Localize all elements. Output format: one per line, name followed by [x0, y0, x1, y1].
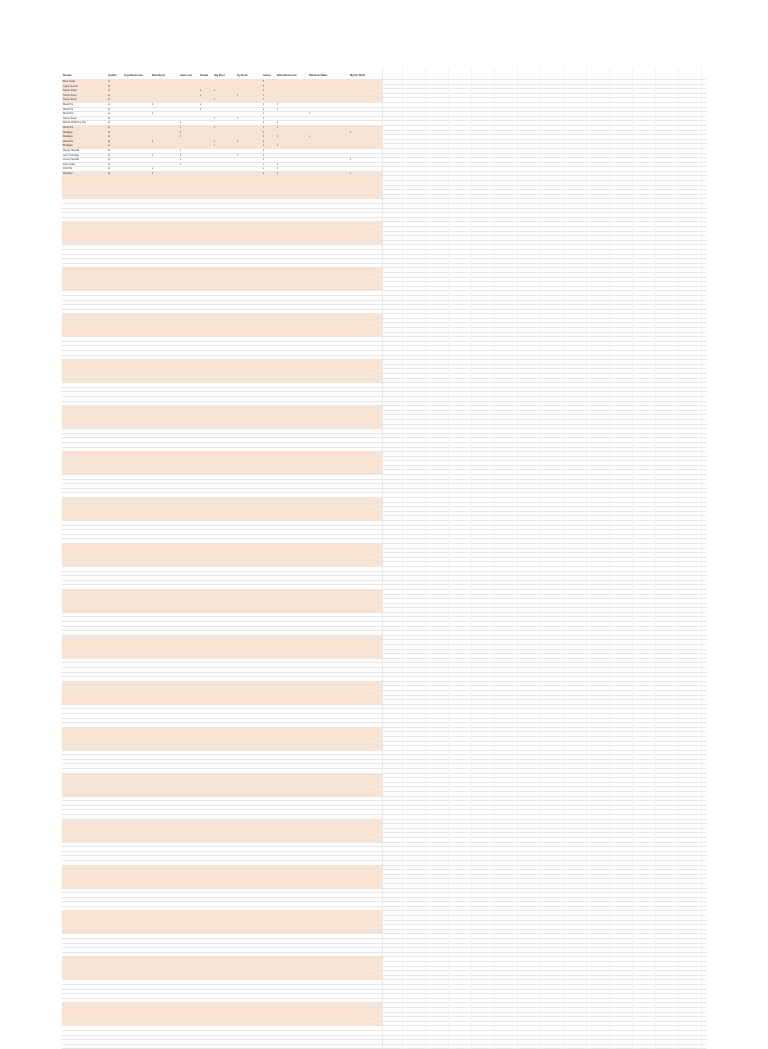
table-cell[interactable]: 1	[237, 93, 239, 97]
table-cell[interactable]: Fish Pie	[63, 167, 73, 171]
table-cell[interactable]: 2	[277, 162, 279, 166]
grid-line	[471, 68, 472, 1049]
grid-line	[494, 68, 495, 1049]
table-cell[interactable]: Hi	[108, 158, 111, 162]
table-cell[interactable]: 2	[263, 171, 265, 175]
table-cell[interactable]: 1	[277, 135, 279, 139]
column-header[interactable]: Rainbow Water	[309, 74, 328, 77]
table-cell[interactable]: Hi	[108, 135, 111, 139]
table-cell[interactable]: 2	[180, 121, 182, 125]
table-cell[interactable]: Stone Soup	[63, 89, 77, 93]
table-cell[interactable]: Hi	[108, 93, 111, 97]
table-cell[interactable]: 2	[237, 139, 239, 143]
table-cell[interactable]: 1	[263, 102, 265, 106]
column-header[interactable]: Flowel	[200, 74, 209, 77]
table-cell[interactable]: 1	[263, 135, 265, 139]
table-cell[interactable]: 1	[263, 130, 265, 134]
table-cell[interactable]: 2	[152, 112, 154, 116]
table-cell[interactable]: Stone Soup	[63, 116, 77, 120]
table-cell[interactable]: Hi	[108, 162, 111, 166]
grid-line	[655, 68, 656, 1049]
table-cell[interactable]: Meat Pie	[63, 102, 74, 106]
table-cell[interactable]: Stone Soup	[63, 93, 77, 97]
table-cell[interactable]: 1	[237, 153, 239, 157]
table-cell[interactable]: 3	[263, 158, 265, 162]
table-cell[interactable]: Hi	[108, 171, 111, 175]
table-cell[interactable]: 1	[263, 139, 265, 143]
table-cell[interactable]: 1	[152, 153, 154, 157]
table-cell[interactable]: 1	[350, 130, 352, 134]
table-cell[interactable]: 2	[214, 144, 216, 148]
table-cell[interactable]: 1	[152, 171, 154, 175]
column-header[interactable]: Blob Berry	[152, 74, 166, 77]
table-cell[interactable]: Mouth Watering Dip	[63, 121, 86, 125]
grid-line	[517, 68, 518, 1049]
table-cell[interactable]: Mudigen	[63, 130, 73, 134]
table-cell[interactable]: Meat Pie	[63, 107, 74, 111]
table-cell[interactable]: 3	[263, 98, 265, 102]
table-cell[interactable]: 1	[237, 116, 239, 120]
table-cell[interactable]: 5	[263, 80, 265, 83]
table-cell[interactable]: Hi	[108, 98, 111, 102]
table-cell[interactable]: 2	[214, 98, 216, 102]
grid-line	[586, 68, 587, 1049]
table-cell[interactable]: Hi	[108, 102, 111, 106]
table-cell[interactable]: Hi	[108, 121, 111, 125]
grid-line	[563, 68, 564, 1049]
table-cell[interactable]: 2	[214, 116, 216, 120]
column-header[interactable]: Quality	[108, 74, 117, 77]
table-cell[interactable]: 1	[180, 135, 182, 139]
grid-line	[540, 68, 541, 1049]
grid-line	[448, 68, 449, 1049]
table-cell[interactable]: Hi	[108, 139, 111, 143]
grid-line	[632, 68, 633, 1049]
column-header[interactable]: Recipe	[63, 74, 72, 77]
table-cell[interactable]: Light Launch	[63, 84, 78, 88]
table-cell[interactable]: 1	[214, 89, 216, 93]
table-cell[interactable]: 1	[263, 144, 265, 148]
table-cell[interactable]: 1	[309, 112, 311, 116]
column-header[interactable]: Honey	[263, 74, 271, 77]
table-cell[interactable]: 2	[263, 153, 265, 157]
table-cell[interactable]: 1	[180, 162, 182, 166]
table-cell[interactable]: Honey Noodle	[63, 158, 80, 162]
table-cell[interactable]: Mudigen	[63, 144, 73, 148]
table-cell[interactable]: Pixie Cake	[63, 162, 76, 166]
table-cell[interactable]: Honey Noodle	[63, 148, 80, 152]
table-cell[interactable]: Hi	[108, 167, 111, 171]
table-cell[interactable]: 1	[180, 125, 182, 129]
table-cell[interactable]: Mudigen	[63, 171, 73, 175]
table-cell[interactable]: Hi	[108, 130, 111, 134]
table-cell[interactable]: Hi	[108, 112, 111, 116]
table-cell[interactable]: 3	[263, 93, 265, 97]
grid-line	[609, 68, 610, 1049]
table-cell[interactable]: Meat Pie	[63, 112, 74, 116]
table-cell[interactable]: Gory Porridge	[63, 153, 80, 157]
table-cell[interactable]: 2	[263, 112, 265, 116]
table-cell[interactable]: 1	[180, 158, 182, 162]
table-cell[interactable]: 2	[263, 148, 265, 152]
column-header[interactable]: Jack rock	[180, 74, 192, 77]
table-cell[interactable]: Hi	[108, 80, 111, 83]
table-cell[interactable]: Meat Pie	[63, 139, 74, 143]
table-cell[interactable]: Meat Pie	[63, 125, 74, 129]
table-cell[interactable]: Stone Soup	[63, 98, 77, 102]
grid-line	[402, 68, 403, 1049]
table-cell[interactable]: Hi	[108, 84, 111, 88]
table-cell[interactable]: 5	[263, 84, 265, 88]
grid-line	[425, 68, 426, 1049]
table-cell[interactable]: 3	[277, 107, 279, 111]
table-cell[interactable]: 1	[277, 171, 279, 175]
table-cell[interactable]: Hi	[108, 153, 111, 157]
table-cell[interactable]: Hi	[108, 107, 111, 111]
table-cell[interactable]: 1	[350, 171, 352, 175]
table-cell[interactable]: Hi	[108, 116, 111, 120]
column-header[interactable]: Ivy Rock	[237, 74, 248, 77]
grid-line	[678, 68, 679, 1049]
table-cell[interactable]: 3	[263, 89, 265, 93]
table-cell[interactable]: 2	[152, 167, 154, 171]
table-cell[interactable]: 1	[263, 125, 265, 129]
table-cell[interactable]: 1	[180, 130, 182, 134]
table-cell[interactable]: Hi	[108, 89, 111, 93]
table-cell[interactable]: 1	[200, 107, 202, 111]
table-cell[interactable]: 1	[277, 144, 279, 148]
table-cell[interactable]: 1	[277, 102, 279, 106]
table-cell[interactable]: 1	[350, 158, 352, 162]
table-cell[interactable]: Hi	[108, 148, 111, 152]
table-cell[interactable]: 2	[263, 107, 265, 111]
table-cell[interactable]: Hi	[108, 125, 111, 129]
table-cell[interactable]: 2	[263, 162, 265, 166]
table-cell[interactable]: Hi	[108, 144, 111, 148]
table-cell[interactable]: 2	[277, 121, 279, 125]
column-header[interactable]: Big Root	[214, 74, 225, 77]
table-cell[interactable]: 1	[152, 102, 154, 106]
column-header[interactable]: Fog Mushroom	[124, 74, 143, 77]
table-cell[interactable]: 1	[214, 139, 216, 143]
table-cell[interactable]: 3	[263, 116, 265, 120]
table-cell[interactable]: 1	[277, 167, 279, 171]
table-cell[interactable]: 1	[180, 153, 182, 157]
table-cell[interactable]: 2	[263, 167, 265, 171]
table-cell[interactable]: 2	[277, 125, 279, 129]
table-cell[interactable]: 1	[152, 139, 154, 143]
table-cell[interactable]: Blue Soda	[63, 80, 75, 83]
column-header[interactable]: Blob Mushroom	[277, 74, 297, 77]
table-cell[interactable]: 2	[180, 148, 182, 152]
grid-line	[701, 68, 702, 1049]
column-header[interactable]: Mystic Wind	[350, 74, 366, 77]
table-cell[interactable]: 2	[200, 93, 202, 97]
table-cell[interactable]: 1	[263, 121, 265, 125]
table-cell[interactable]: 1	[214, 125, 216, 129]
table-cell[interactable]: 2	[200, 102, 202, 106]
table-cell[interactable]: 2	[309, 135, 311, 139]
table-cell[interactable]: Mudigen	[63, 135, 73, 139]
table-cell[interactable]: 2	[200, 89, 202, 93]
spreadsheet-grid	[62, 68, 706, 1049]
